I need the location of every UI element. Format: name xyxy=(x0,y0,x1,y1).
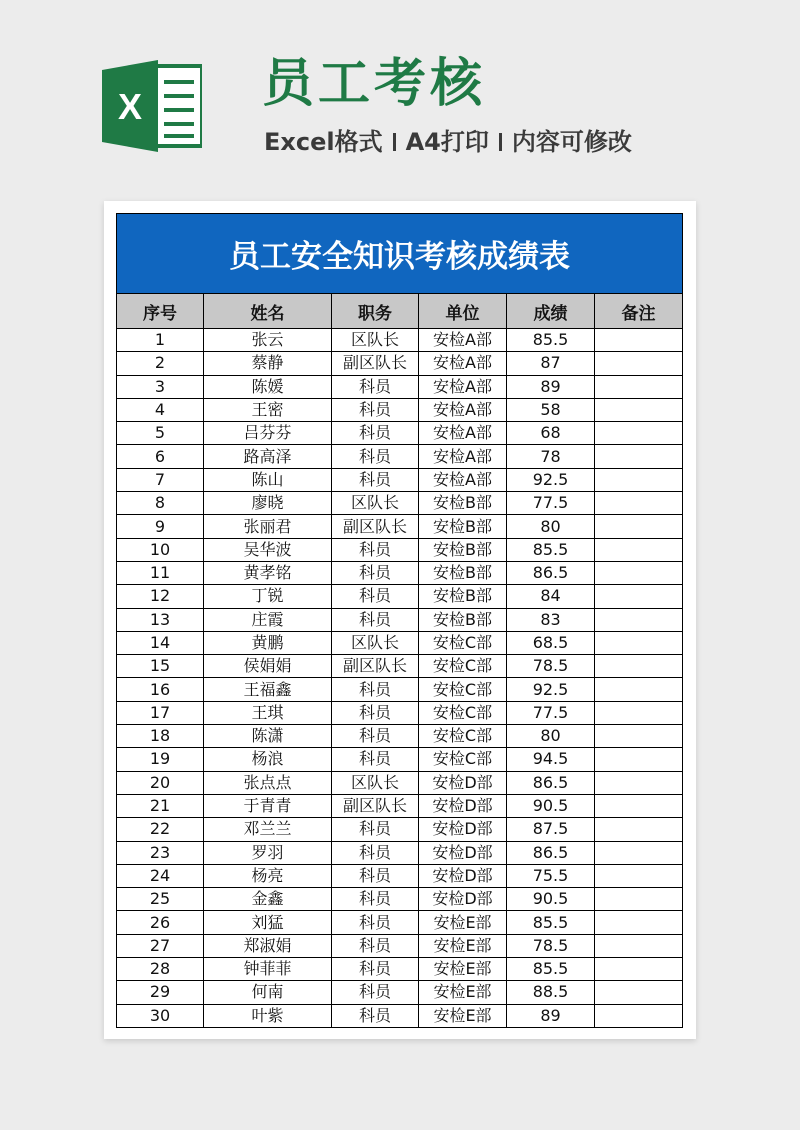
table-row xyxy=(117,1004,683,1027)
cell-unit: 安检E部 xyxy=(419,911,507,934)
table-row xyxy=(117,958,683,981)
cell-remark xyxy=(595,375,683,398)
cell-index: 18 xyxy=(117,725,204,748)
cell-score: 87 xyxy=(507,352,595,375)
cell-unit: 安检A部 xyxy=(419,398,507,421)
cell-unit: 安检E部 xyxy=(419,934,507,957)
cell-score: 80 xyxy=(507,515,595,538)
cell-position: 科员 xyxy=(332,981,419,1004)
cell-index: 3 xyxy=(117,375,204,398)
cell-unit: 安检C部 xyxy=(419,748,507,771)
cell-score: 90.5 xyxy=(507,794,595,817)
cell-position: 副区队长 xyxy=(332,515,419,538)
subtitle-format: Excel格式 xyxy=(264,128,383,156)
cell-name: 郑淑娟 xyxy=(204,934,332,957)
cell-position: 科员 xyxy=(332,608,419,631)
cell-index: 5 xyxy=(117,422,204,445)
cell-index: 2 xyxy=(117,352,204,375)
cell-position: 科员 xyxy=(332,422,419,445)
cell-name: 陈媛 xyxy=(204,375,332,398)
cell-name: 廖晓 xyxy=(204,492,332,515)
cell-score: 85.5 xyxy=(507,538,595,561)
cell-name: 庄霞 xyxy=(204,608,332,631)
cell-unit: 安检A部 xyxy=(419,422,507,445)
table-row xyxy=(117,538,683,561)
cell-name: 何南 xyxy=(204,981,332,1004)
cell-position: 科员 xyxy=(332,445,419,468)
spreadsheet-page xyxy=(104,201,696,1039)
cell-remark xyxy=(595,352,683,375)
cell-remark xyxy=(595,329,683,352)
cell-unit: 安检D部 xyxy=(419,818,507,841)
cell-unit: 安检C部 xyxy=(419,725,507,748)
cell-name: 杨亮 xyxy=(204,864,332,887)
cell-position: 科员 xyxy=(332,398,419,421)
table-row xyxy=(117,352,683,375)
cell-name: 黄鹏 xyxy=(204,631,332,654)
cell-position: 区队长 xyxy=(332,771,419,794)
cell-name: 陈山 xyxy=(204,468,332,491)
cell-unit: 安检B部 xyxy=(419,492,507,515)
cell-position: 科员 xyxy=(332,911,419,934)
cell-name: 蔡静 xyxy=(204,352,332,375)
table-header-row xyxy=(117,294,683,329)
score-table xyxy=(116,213,683,1028)
cell-remark xyxy=(595,422,683,445)
cell-score: 75.5 xyxy=(507,864,595,887)
table-row xyxy=(117,608,683,631)
cell-score: 85.5 xyxy=(507,911,595,934)
cell-position: 科员 xyxy=(332,561,419,584)
cell-score: 78 xyxy=(507,445,595,468)
cell-index: 29 xyxy=(117,981,204,1004)
cell-position: 科员 xyxy=(332,701,419,724)
table-row xyxy=(117,445,683,468)
table-row xyxy=(117,911,683,934)
cell-score: 94.5 xyxy=(507,748,595,771)
cell-position: 科员 xyxy=(332,958,419,981)
cell-remark xyxy=(595,748,683,771)
cell-index: 15 xyxy=(117,655,204,678)
cell-remark xyxy=(595,701,683,724)
cell-score: 92.5 xyxy=(507,468,595,491)
cell-remark xyxy=(595,445,683,468)
cell-unit: 安检A部 xyxy=(419,375,507,398)
cell-unit: 安检C部 xyxy=(419,678,507,701)
table-row xyxy=(117,701,683,724)
cell-unit: 安检D部 xyxy=(419,841,507,864)
cell-score: 83 xyxy=(507,608,595,631)
cell-position: 科员 xyxy=(332,375,419,398)
cell-name: 丁锐 xyxy=(204,585,332,608)
cell-index: 22 xyxy=(117,818,204,841)
cell-position: 科员 xyxy=(332,748,419,771)
cell-index: 6 xyxy=(117,445,204,468)
cell-unit: 安检B部 xyxy=(419,608,507,631)
cell-position: 科员 xyxy=(332,585,419,608)
cell-name: 钟菲菲 xyxy=(204,958,332,981)
cell-remark xyxy=(595,492,683,515)
cell-position: 科员 xyxy=(332,538,419,561)
cell-position: 科员 xyxy=(332,678,419,701)
cell-position: 区队长 xyxy=(332,329,419,352)
cell-remark xyxy=(595,678,683,701)
cell-unit: 安检E部 xyxy=(419,958,507,981)
table-row xyxy=(117,492,683,515)
cell-remark xyxy=(595,468,683,491)
cell-position: 区队长 xyxy=(332,492,419,515)
cell-index: 20 xyxy=(117,771,204,794)
cell-position: 副区队长 xyxy=(332,352,419,375)
column-header-position: 职务 xyxy=(332,294,419,329)
cell-unit: 安检D部 xyxy=(419,888,507,911)
table-row xyxy=(117,841,683,864)
cell-unit: 安检A部 xyxy=(419,445,507,468)
cell-position: 科员 xyxy=(332,888,419,911)
table-row xyxy=(117,981,683,1004)
cell-index: 8 xyxy=(117,492,204,515)
table-row xyxy=(117,561,683,584)
table-row xyxy=(117,375,683,398)
cell-score: 58 xyxy=(507,398,595,421)
cell-position: 科员 xyxy=(332,934,419,957)
cell-score: 77.5 xyxy=(507,492,595,515)
cell-remark xyxy=(595,841,683,864)
cell-name: 侯娟娟 xyxy=(204,655,332,678)
column-header-name: 姓名 xyxy=(204,294,332,329)
cell-score: 89 xyxy=(507,1004,595,1027)
cell-remark xyxy=(595,631,683,654)
subtitle-editable: 内容可修改 xyxy=(511,128,632,156)
cell-name: 王福鑫 xyxy=(204,678,332,701)
cell-name: 黄孝铭 xyxy=(204,561,332,584)
table-row xyxy=(117,934,683,957)
table-row xyxy=(117,748,683,771)
cell-name: 陈潇 xyxy=(204,725,332,748)
cell-unit: 安检C部 xyxy=(419,631,507,654)
cell-name: 于青青 xyxy=(204,794,332,817)
cell-name: 杨浪 xyxy=(204,748,332,771)
cell-index: 24 xyxy=(117,864,204,887)
cell-position: 科员 xyxy=(332,725,419,748)
cell-remark xyxy=(595,725,683,748)
cell-remark xyxy=(595,911,683,934)
cell-index: 30 xyxy=(117,1004,204,1027)
cell-name: 罗羽 xyxy=(204,841,332,864)
cell-unit: 安检D部 xyxy=(419,771,507,794)
cell-index: 27 xyxy=(117,934,204,957)
cell-index: 13 xyxy=(117,608,204,631)
column-header-score: 成绩 xyxy=(507,294,595,329)
table-row xyxy=(117,725,683,748)
cell-name: 路高泽 xyxy=(204,445,332,468)
cell-remark xyxy=(595,561,683,584)
cell-score: 78.5 xyxy=(507,934,595,957)
cell-position: 科员 xyxy=(332,864,419,887)
column-header-remark: 备注 xyxy=(595,294,683,329)
cell-score: 68 xyxy=(507,422,595,445)
cell-score: 90.5 xyxy=(507,888,595,911)
table-row xyxy=(117,422,683,445)
cell-remark xyxy=(595,934,683,957)
page-title: 员工考核 xyxy=(262,54,487,114)
table-row xyxy=(117,468,683,491)
cell-name: 刘猛 xyxy=(204,911,332,934)
cell-score: 77.5 xyxy=(507,701,595,724)
cell-position: 科员 xyxy=(332,818,419,841)
cell-index: 10 xyxy=(117,538,204,561)
cell-unit: 安检D部 xyxy=(419,794,507,817)
cell-index: 21 xyxy=(117,794,204,817)
cell-position: 科员 xyxy=(332,1004,419,1027)
cell-index: 7 xyxy=(117,468,204,491)
cell-index: 19 xyxy=(117,748,204,771)
separator xyxy=(393,133,396,151)
cell-index: 25 xyxy=(117,888,204,911)
cell-unit: 安检D部 xyxy=(419,864,507,887)
cell-position: 副区队长 xyxy=(332,794,419,817)
cell-index: 16 xyxy=(117,678,204,701)
cell-index: 9 xyxy=(117,515,204,538)
cell-remark xyxy=(595,864,683,887)
cell-unit: 安检A部 xyxy=(419,329,507,352)
cell-index: 17 xyxy=(117,701,204,724)
table-row xyxy=(117,329,683,352)
subtitle xyxy=(264,126,632,158)
cell-remark xyxy=(595,771,683,794)
cell-score: 86.5 xyxy=(507,841,595,864)
cell-index: 14 xyxy=(117,631,204,654)
table-row xyxy=(117,888,683,911)
cell-unit: 安检B部 xyxy=(419,538,507,561)
cell-unit: 安检A部 xyxy=(419,468,507,491)
cell-name: 叶紫 xyxy=(204,1004,332,1027)
cell-score: 84 xyxy=(507,585,595,608)
table-row xyxy=(117,771,683,794)
cell-score: 85.5 xyxy=(507,958,595,981)
cell-name: 邓兰兰 xyxy=(204,818,332,841)
cell-name: 吕芬芬 xyxy=(204,422,332,445)
cell-score: 86.5 xyxy=(507,771,595,794)
cell-unit: 安检C部 xyxy=(419,655,507,678)
cell-position: 副区队长 xyxy=(332,655,419,678)
cell-remark xyxy=(595,818,683,841)
cell-unit: 安检E部 xyxy=(419,981,507,1004)
excel-logo-letter: X xyxy=(117,86,143,127)
cell-remark xyxy=(595,538,683,561)
cell-position: 科员 xyxy=(332,841,419,864)
cell-remark xyxy=(595,398,683,421)
cell-score: 88.5 xyxy=(507,981,595,1004)
cell-remark xyxy=(595,1004,683,1027)
cell-position: 区队长 xyxy=(332,631,419,654)
cell-unit: 安检C部 xyxy=(419,701,507,724)
cell-position: 科员 xyxy=(332,468,419,491)
cell-index: 11 xyxy=(117,561,204,584)
page-header xyxy=(0,0,800,200)
table-row xyxy=(117,655,683,678)
column-header-unit: 单位 xyxy=(419,294,507,329)
table-row xyxy=(117,678,683,701)
cell-remark xyxy=(595,888,683,911)
cell-index: 23 xyxy=(117,841,204,864)
cell-score: 87.5 xyxy=(507,818,595,841)
cell-score: 85.5 xyxy=(507,329,595,352)
table-row xyxy=(117,818,683,841)
table-title: 员工安全知识考核成绩表 xyxy=(117,214,683,294)
table-row xyxy=(117,515,683,538)
excel-icon xyxy=(102,60,202,152)
table-row xyxy=(117,864,683,887)
cell-name: 张云 xyxy=(204,329,332,352)
cell-name: 张丽君 xyxy=(204,515,332,538)
cell-remark xyxy=(595,608,683,631)
cell-score: 80 xyxy=(507,725,595,748)
cell-remark xyxy=(595,794,683,817)
cell-index: 26 xyxy=(117,911,204,934)
cell-name: 张点点 xyxy=(204,771,332,794)
cell-name: 王琪 xyxy=(204,701,332,724)
cell-score: 89 xyxy=(507,375,595,398)
cell-remark xyxy=(595,958,683,981)
cell-name: 金鑫 xyxy=(204,888,332,911)
separator xyxy=(499,133,502,151)
cell-remark xyxy=(595,655,683,678)
table-row xyxy=(117,585,683,608)
cell-remark xyxy=(595,515,683,538)
cell-unit: 安检B部 xyxy=(419,585,507,608)
cell-index: 4 xyxy=(117,398,204,421)
cell-score: 92.5 xyxy=(507,678,595,701)
table-row xyxy=(117,631,683,654)
cell-index: 28 xyxy=(117,958,204,981)
cell-remark xyxy=(595,981,683,1004)
cell-score: 78.5 xyxy=(507,655,595,678)
cell-score: 68.5 xyxy=(507,631,595,654)
cell-score: 86.5 xyxy=(507,561,595,584)
table-row xyxy=(117,398,683,421)
cell-unit: 安检E部 xyxy=(419,1004,507,1027)
table-row xyxy=(117,794,683,817)
cell-index: 1 xyxy=(117,329,204,352)
cell-index: 12 xyxy=(117,585,204,608)
cell-remark xyxy=(595,585,683,608)
column-header-index: 序号 xyxy=(117,294,204,329)
cell-unit: 安检B部 xyxy=(419,515,507,538)
subtitle-print: A4打印 xyxy=(405,128,489,156)
cell-unit: 安检B部 xyxy=(419,561,507,584)
cell-name: 吴华波 xyxy=(204,538,332,561)
cell-name: 王密 xyxy=(204,398,332,421)
cell-unit: 安检A部 xyxy=(419,352,507,375)
